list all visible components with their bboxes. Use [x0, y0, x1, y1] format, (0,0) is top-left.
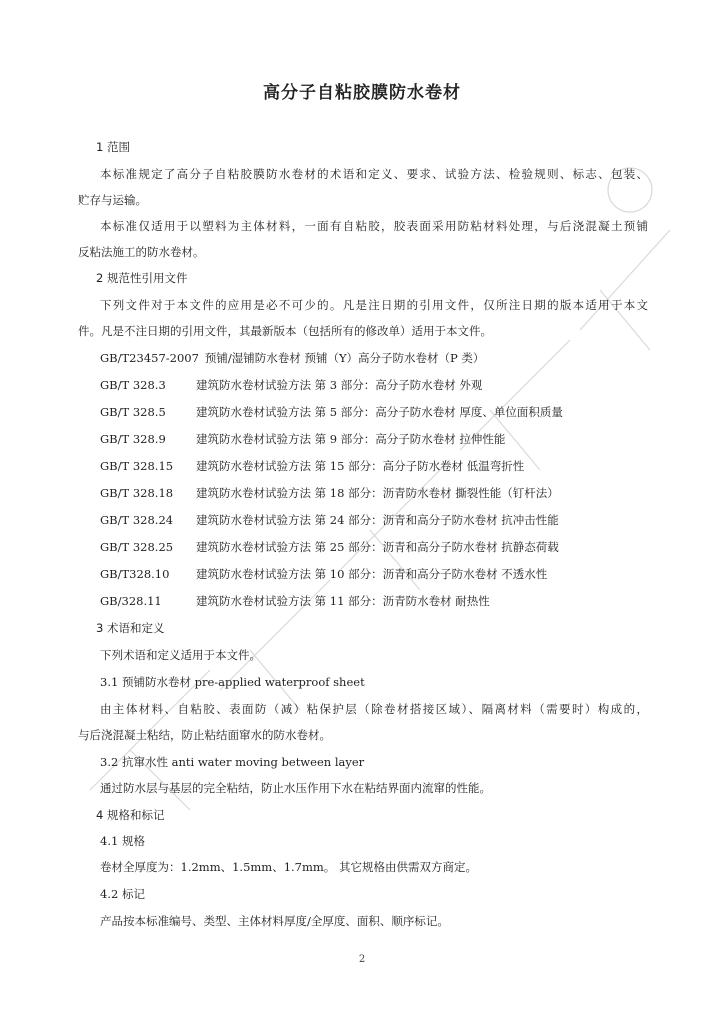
section-4-1-paragraph: 卷材全厚度为：1.2mm、1.5mm、1.7mm。 其它规格由供需双方商定。 [100, 860, 477, 874]
reference-code: GB/T 328.9 [100, 432, 166, 446]
reference-title: 建筑防水卷材试验方法 第 10 部分：沥青和高分子防水卷材 不透水性 [196, 567, 548, 581]
reference-code: GB/T 328.24 [100, 513, 174, 527]
section-1-paragraph-2-line-1: 本标准仅适用于以塑料为主体材料，一面有自粘胶，胶表面采用防粘材料处理，与后浇混凝土预铺 [100, 219, 648, 233]
reference-item [100, 539, 559, 555]
reference-item [100, 512, 559, 528]
reference-item [100, 458, 524, 474]
reference-code: GB/T 328.3 [100, 378, 166, 392]
page-number: 2 [358, 954, 366, 965]
reference-code: GB/T 328.5 [100, 405, 166, 419]
section-2-paragraph-line-1: 下列文件对于本文件的应用是必不可少的。凡是注日期的引用文件，仅所注日期的版本适用于本文 [100, 298, 648, 312]
reference-title: 预铺/湿铺防水卷材 预铺（Y）高分子防水卷材（P 类） [204, 351, 485, 365]
reference-item [100, 566, 547, 582]
section-3-2-paragraph: 通过防水层与基层的完全粘结，防止水压作用下水在粘结界面内流窜的性能。 [100, 781, 491, 795]
section-1-paragraph-2-line-2: 反粘法施工的防水卷材。 [78, 245, 205, 259]
reference-title: 建筑防水卷材试验方法 第 18 部分：沥青防水卷材 撕裂性能（钉杆法） [196, 486, 559, 500]
reference-item [100, 350, 484, 366]
reference-title: 建筑防水卷材试验方法 第 5 部分：高分子防水卷材 厚度、单位面积质量 [196, 405, 563, 419]
section-1-heading: 1 范围 [96, 140, 130, 154]
document-title: 高分子自粘胶膜防水卷材 [263, 83, 461, 103]
section-1-paragraph-1-line-2: 贮存与运输。 [78, 193, 147, 207]
section-3-intro: 下列术语和定义适用于本文件。 [100, 648, 261, 662]
reference-code: GB/T 328.15 [100, 459, 174, 473]
reference-item [100, 404, 563, 420]
reference-title: 建筑防水卷材试验方法 第 24 部分：沥青和高分子防水卷材 抗冲击性能 [196, 513, 559, 527]
reference-code: GB/T23457-2007 [100, 351, 199, 365]
reference-item [100, 431, 505, 447]
section-2-heading: 2 规范性引用文件 [96, 271, 188, 285]
section-3-1-heading: 3.1 预铺防水卷材 pre-applied waterproof sheet [100, 675, 365, 689]
section-3-heading: 3 术语和定义 [96, 621, 165, 635]
reference-code: GB/T 328.25 [100, 540, 174, 554]
reference-code: GB/328.11 [100, 594, 162, 608]
section-4-2-heading: 4.2 标记 [100, 887, 145, 901]
section-4-heading: 4 规格和标记 [96, 808, 165, 822]
reference-title: 建筑防水卷材试验方法 第 9 部分：高分子防水卷材 拉伸性能 [196, 432, 506, 446]
section-3-2-heading: 3.2 抗窜水性 anti water moving between layer [100, 755, 365, 769]
section-4-2-paragraph: 产品按本标准编号、类型、主体材料厚度/全厚度、面积、顺序标记。 [100, 914, 449, 928]
reference-item [100, 377, 482, 393]
section-4-1-heading: 4.1 规格 [100, 834, 145, 848]
reference-title: 建筑防水卷材试验方法 第 15 部分：高分子防水卷材 低温弯折性 [196, 459, 525, 473]
reference-title: 建筑防水卷材试验方法 第 11 部分：沥青防水卷材 耐热性 [196, 594, 490, 608]
reference-item [100, 485, 559, 501]
section-3-1-paragraph-line-1: 由主体材料、自粘胶、表面防（减）粘保护层（除卷材搭接区域）、隔离材料（需要时）构成的， [100, 702, 648, 716]
section-1-paragraph-1-line-1: 本标准规定了高分子自粘胶膜防水卷材的术语和定义、要求、试验方法、检验规则、标志、包装、 [100, 167, 648, 181]
reference-title: 建筑防水卷材试验方法 第 25 部分：沥青和高分子防水卷材 抗静态荷载 [196, 540, 559, 554]
reference-code: GB/T 328.18 [100, 486, 174, 500]
reference-title: 建筑防水卷材试验方法 第 3 部分：高分子防水卷材 外观 [196, 378, 483, 392]
section-2-paragraph-line-2: 件。凡是不注日期的引用文件，其最新版本（包括所有的修改单）适用于本文件。 [78, 324, 492, 338]
reference-item [100, 593, 490, 609]
reference-code: GB/T328.10 [100, 567, 170, 581]
section-3-1-paragraph-line-2: 与后浇混凝土粘结，防止粘结面窜水的防水卷材。 [78, 728, 331, 742]
